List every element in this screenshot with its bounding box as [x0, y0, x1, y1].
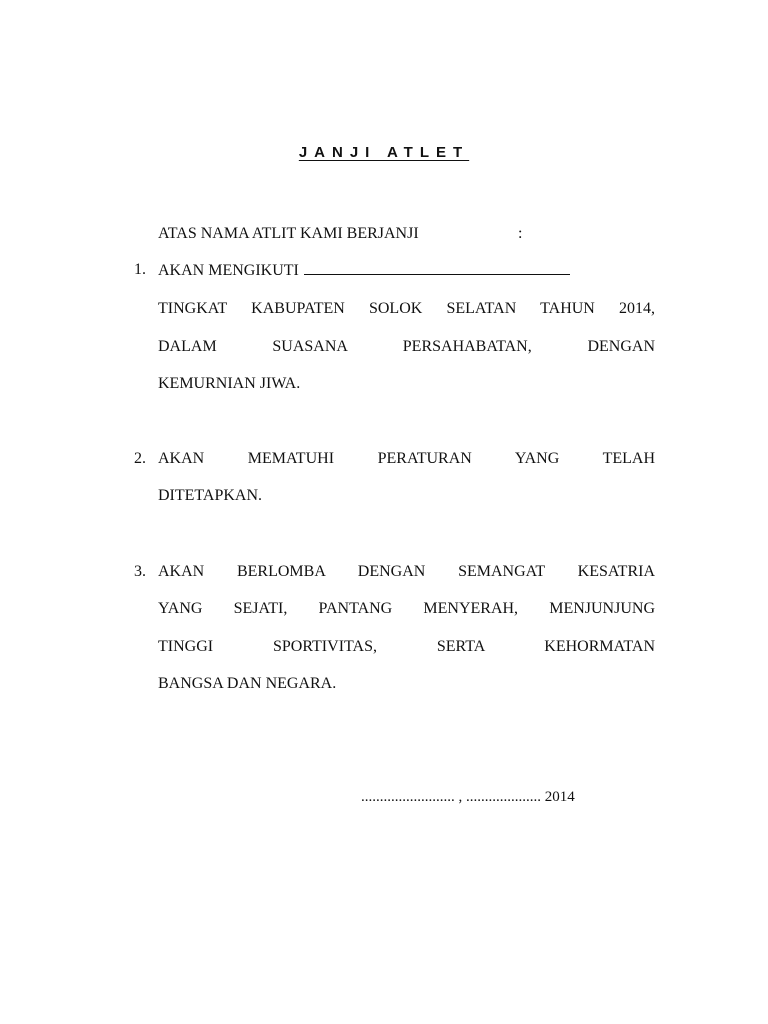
item-number-3: 3. — [134, 563, 146, 580]
item-3-line-1: AKAN BERLOMBA DENGAN SEMANGAT KESATRIA — [158, 563, 655, 580]
document-title: JANJI ATLET — [298, 144, 470, 161]
item-number-1: 1. — [134, 261, 146, 278]
event-name-blank — [304, 260, 570, 275]
item-3-line-4: BANGSA DAN NEGARA. — [158, 675, 337, 692]
item-3-line-3: TINGGI SPORTIVITAS, SERTA KEHORMATAN — [158, 638, 655, 655]
item-1-text: AKAN MENGIKUTI — [158, 262, 299, 279]
item-3-line-2: YANG SEJATI, PANTANG MENYERAH, MENJUNJUNG — [158, 600, 655, 617]
item-2-line-2: DITETAPKAN. — [158, 487, 263, 504]
item-1-line-2: TINGKAT KABUPATEN SOLOK SELATAN TAHUN 2014, — [158, 300, 655, 317]
intro-colon: : — [518, 225, 523, 242]
signature-date-line: ......................... , .................... 2014 — [361, 789, 575, 805]
item-1-line-3: DALAM SUASANA PERSAHABATAN, DENGAN — [158, 338, 655, 355]
intro-text: ATAS NAMA ATLIT KAMI BERJANJI — [158, 225, 419, 242]
item-1-line-1 — [158, 260, 655, 281]
item-1-line-4: KEMURNIAN JIWA. — [158, 375, 301, 392]
item-number-2: 2. — [134, 450, 146, 467]
item-2-line-1: AKAN MEMATUHI PERATURAN YANG TELAH — [158, 450, 655, 467]
